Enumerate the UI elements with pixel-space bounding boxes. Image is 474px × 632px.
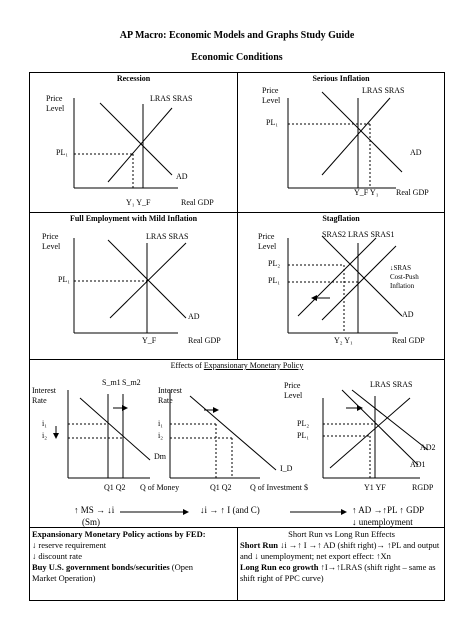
invest-q-label: Q1 Q2 — [210, 483, 232, 492]
stagflation-y-label: Y₂ Y₁ — [334, 336, 353, 345]
inflation-title: Serious Inflation — [312, 74, 370, 83]
money-q-label: Q1 Q2 — [104, 483, 126, 492]
adas-ylabel: Price Level — [284, 381, 303, 400]
fullemp-price-label: Price Level — [42, 232, 61, 251]
inflation-pl-label: PL₁ — [266, 118, 279, 127]
page-title: AP Macro: Economic Models and Graphs Study Guide — [119, 30, 355, 41]
stagflation-ad-label: AD — [402, 310, 414, 319]
sras-line — [108, 108, 172, 182]
invest-xaxis-label: Q of Investment $ — [250, 483, 308, 492]
inflation-y-label: Y_F Y₁ — [354, 188, 379, 197]
adas-xaxis-label: RGDP — [412, 483, 434, 492]
action-omo: Market Operation) — [32, 573, 96, 583]
expansion-title: Effects of Expansionary Monetary Policy — [170, 361, 304, 370]
recession-ad-label: AD — [176, 172, 188, 181]
effects-short-run: Short Run ↓i →↑ I →↑ AD (shift right)→ ↑PL and output and ↓ unemployment; net export effect: ↑Xn — [240, 540, 440, 561]
stagflation-price-label: Price Level — [258, 232, 277, 251]
money-market-graph — [56, 390, 150, 478]
chain-ad: ↑ AD →↑PL ↑ GDP — [352, 505, 425, 515]
stagflation-pl2-label: PL₂ — [268, 259, 281, 268]
money-i1-label: i₁ — [42, 419, 48, 428]
inflation-price-label: Price Level — [262, 86, 281, 105]
stagflation-graph — [288, 236, 402, 333]
ad-line — [100, 103, 172, 175]
invest-ylabel: Interest Rate — [158, 386, 182, 405]
recession-curves-label: LRAS SRAS — [150, 94, 193, 103]
actions-heading: Expansionary Monetary Policy actions by FED: — [32, 529, 206, 539]
fullemp-curves-label: LRAS SRAS — [146, 232, 189, 241]
chain-sm: (Sm) — [82, 517, 100, 527]
stagflation-pl1-label: PL₁ — [268, 276, 281, 285]
actions-text — [32, 529, 236, 584]
recession-xaxis-label: Real GDP — [181, 198, 214, 207]
stagflation-title: Stagflation — [322, 214, 360, 223]
adas-pl2-label: PL₂ — [297, 419, 310, 428]
recession-graph — [74, 98, 178, 188]
inflation-curves-label: LRAS SRAS — [362, 86, 405, 95]
effects-heading: Short Run vs Long Run Effects — [288, 529, 395, 539]
fullemp-graph — [74, 238, 186, 333]
investment-graph — [170, 390, 276, 478]
recession-title: Recession — [116, 74, 151, 83]
recession-pl-label: PL₁ — [56, 148, 69, 157]
inflation-ad-label: AD — [410, 148, 422, 157]
fullemp-title: Full Employment with Mild Inflation — [69, 214, 198, 223]
action-discount: ↓ discount rate — [32, 551, 83, 561]
fullemp-pl-label: PL₁ — [58, 275, 71, 284]
money-xaxis-label: Q of Money — [140, 483, 180, 492]
ad1-label: AD1 — [410, 460, 426, 469]
effects-text — [240, 529, 443, 584]
fullemp-y-label: Y_F — [142, 336, 157, 345]
chain-ms: ↑ MS → ↓i — [74, 505, 115, 515]
action-buy-bonds: Buy U.S. government bonds/securities (Open — [32, 562, 194, 572]
chain-investment: ↓i → ↑ I (and C) — [200, 505, 260, 515]
invest-i2-label: i₂ — [158, 431, 164, 440]
adas-curves-label: LRAS SRAS — [370, 380, 413, 389]
stagflation-note: ↓SRAS Cost-Push Inflation — [390, 264, 419, 290]
sm2-label: S_m2 — [122, 378, 141, 387]
money-i2-label: i₂ — [42, 431, 48, 440]
inflation-graph — [288, 92, 402, 188]
page-subtitle: Economic Conditions — [191, 52, 283, 63]
recession-price-label: Price Level — [46, 94, 65, 113]
effects-long-run: Long Run eco growth ↑I→↑LRAS (shift right – same as shift right of PPC curve) — [240, 562, 436, 583]
invest-i1-label: i₁ — [158, 419, 164, 428]
action-reserve: ↓ reserve requirement — [32, 540, 107, 550]
sm1-label: S_m1 — [102, 378, 121, 387]
fullemp-xaxis-label: Real GDP — [188, 336, 221, 345]
chain-unemployment: ↓ unemployment — [352, 517, 413, 527]
fullemp-ad-label: AD — [188, 312, 200, 321]
adas-y-label: Y1 YF — [364, 483, 386, 492]
adas-pl1-label: PL₁ — [297, 431, 310, 440]
dm-label: Dm — [154, 452, 166, 461]
inflation-xaxis-label: Real GDP — [396, 188, 429, 197]
id-label: I_D — [280, 464, 293, 473]
stagflation-xaxis-label: Real GDP — [392, 336, 425, 345]
recession-y-label: Y₁ Y_F — [126, 198, 151, 207]
stagflation-curves-label: SRAS2 LRAS SRAS1 — [322, 230, 395, 239]
ad2-label: AD2 — [420, 443, 436, 452]
money-ylabel: Interest Rate — [32, 386, 56, 405]
